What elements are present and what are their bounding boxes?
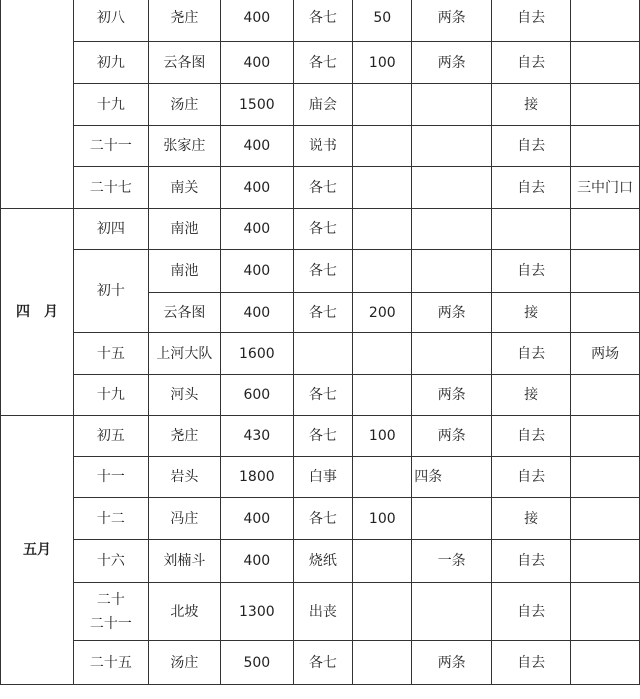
day-cell: 初九 xyxy=(73,42,148,84)
day-cell: 初八 xyxy=(73,0,148,42)
day-cell: 初四 xyxy=(73,209,148,250)
place-cell: 南池 xyxy=(148,250,220,293)
extra-cell xyxy=(353,167,412,209)
extra-cell: 100 xyxy=(353,498,412,540)
day-cell xyxy=(73,583,148,641)
event-cell: 各七 xyxy=(293,0,353,42)
day-cell: 十六 xyxy=(73,540,148,583)
event-cell: 各七 xyxy=(293,375,353,416)
lines-cell: 两条 xyxy=(412,375,492,416)
place-cell: 刘楠斗 xyxy=(148,540,220,583)
transport-cell xyxy=(492,209,571,250)
note-cell xyxy=(571,641,640,685)
day-cell: 十五 xyxy=(73,333,148,375)
extra-cell xyxy=(353,250,412,293)
amount-cell: 1500 xyxy=(221,84,293,126)
amount-cell: 400 xyxy=(221,540,293,583)
place-cell: 云各图 xyxy=(148,293,220,333)
place-cell: 尧庄 xyxy=(148,416,220,457)
event-cell: 各七 xyxy=(293,209,353,250)
transport-cell: 接 xyxy=(492,293,571,333)
transport-cell: 自去 xyxy=(492,540,571,583)
event-cell: 各七 xyxy=(293,293,353,333)
amount-cell: 600 xyxy=(221,375,293,416)
day-cell: 二十一 xyxy=(73,126,148,167)
note-cell xyxy=(571,375,640,416)
day-cell: 十九 xyxy=(73,375,148,416)
extra-cell: 100 xyxy=(353,416,412,457)
event-cell: 各七 xyxy=(293,167,353,209)
table-row xyxy=(1,84,640,126)
extra-cell xyxy=(353,457,412,498)
amount-cell: 500 xyxy=(221,641,293,685)
lines-cell xyxy=(412,126,492,167)
amount-cell: 1800 xyxy=(221,457,293,498)
place-cell: 南池 xyxy=(148,209,220,250)
extra-cell: 200 xyxy=(353,293,412,333)
transport-cell: 自去 xyxy=(492,126,571,167)
amount-cell: 400 xyxy=(221,250,293,293)
table-row xyxy=(1,498,640,540)
note-cell xyxy=(571,209,640,250)
extra-cell xyxy=(353,333,412,375)
note-cell: 三中门口 xyxy=(571,167,640,209)
table-row xyxy=(1,209,640,250)
transport-cell: 自去 xyxy=(492,167,571,209)
lines-cell xyxy=(412,84,492,126)
lines-cell: 两条 xyxy=(412,0,492,42)
amount-cell: 400 xyxy=(221,126,293,167)
table-row xyxy=(1,583,640,641)
amount-cell: 1600 xyxy=(221,333,293,375)
day-cell: 十九 xyxy=(73,84,148,126)
extra-cell xyxy=(353,84,412,126)
table-row xyxy=(1,375,640,416)
month-cell-april: 四 月 xyxy=(1,209,74,416)
event-cell: 出丧 xyxy=(293,583,353,641)
day-cell: 二十七 xyxy=(73,167,148,209)
lines-cell: 四条 xyxy=(412,457,492,498)
note-cell xyxy=(571,498,640,540)
transport-cell: 自去 xyxy=(492,42,571,84)
event-cell: 庙会 xyxy=(293,84,353,126)
lines-cell xyxy=(412,209,492,250)
place-cell: 汤庄 xyxy=(148,84,220,126)
amount-cell: 400 xyxy=(221,0,293,42)
transport-cell: 接 xyxy=(492,498,571,540)
place-cell: 尧庄 xyxy=(148,0,220,42)
transport-cell: 自去 xyxy=(492,416,571,457)
transport-cell: 接 xyxy=(492,84,571,126)
amount-cell: 400 xyxy=(221,209,293,250)
event-cell: 各七 xyxy=(293,641,353,685)
note-cell xyxy=(571,126,640,167)
extra-cell xyxy=(353,540,412,583)
lines-cell xyxy=(412,333,492,375)
day-cell: 二十五 xyxy=(73,641,148,685)
lines-cell xyxy=(412,498,492,540)
place-cell: 南关 xyxy=(148,167,220,209)
day-cell: 初十 xyxy=(73,250,148,333)
transport-cell: 接 xyxy=(492,375,571,416)
day-cell: 十二 xyxy=(73,498,148,540)
lines-cell xyxy=(412,250,492,293)
lines-cell xyxy=(412,167,492,209)
table-row xyxy=(1,42,640,84)
transport-cell: 自去 xyxy=(492,641,571,685)
place-cell: 上河大队 xyxy=(148,333,220,375)
table-row xyxy=(1,457,640,498)
extra-cell xyxy=(353,126,412,167)
place-cell: 河头 xyxy=(148,375,220,416)
transport-cell: 自去 xyxy=(492,457,571,498)
lines-cell: 两条 xyxy=(412,293,492,333)
note-cell: 两场 xyxy=(571,333,640,375)
day-cell: 初五 xyxy=(73,416,148,457)
transport-cell: 自去 xyxy=(492,333,571,375)
transport-cell: 自去 xyxy=(492,0,571,42)
table-row xyxy=(1,641,640,685)
transport-cell: 自去 xyxy=(492,250,571,293)
lines-cell: 两条 xyxy=(412,416,492,457)
table-row xyxy=(1,0,640,42)
note-cell xyxy=(571,293,640,333)
extra-cell xyxy=(353,375,412,416)
table-row xyxy=(1,167,640,209)
day-cell: 十一 xyxy=(73,457,148,498)
event-cell: 各七 xyxy=(293,416,353,457)
note-cell xyxy=(571,42,640,84)
amount-cell: 400 xyxy=(221,167,293,209)
extra-cell: 50 xyxy=(353,0,412,42)
table-row xyxy=(1,333,640,375)
day-line-a: 二十 xyxy=(96,591,125,608)
event-cell: 说书 xyxy=(293,126,353,167)
event-cell: 各七 xyxy=(293,250,353,293)
place-cell: 岩头 xyxy=(148,457,220,498)
place-cell: 汤庄 xyxy=(148,641,220,685)
event-cell xyxy=(293,333,353,375)
extra-cell: 100 xyxy=(353,42,412,84)
note-cell xyxy=(571,84,640,126)
place-cell: 张家庄 xyxy=(148,126,220,167)
extra-cell xyxy=(353,209,412,250)
event-cell: 白事 xyxy=(293,457,353,498)
amount-cell: 400 xyxy=(221,498,293,540)
event-cell: 各七 xyxy=(293,498,353,540)
event-cell: 各七 xyxy=(293,42,353,84)
table-row xyxy=(1,126,640,167)
extra-cell xyxy=(353,583,412,641)
note-cell xyxy=(571,250,640,293)
month-cell-may: 五月 xyxy=(1,416,74,685)
amount-cell: 430 xyxy=(221,416,293,457)
place-cell: 云各图 xyxy=(148,42,220,84)
table-row xyxy=(1,540,640,583)
day-line-b: 二十一 xyxy=(89,615,132,632)
note-cell xyxy=(571,583,640,641)
note-cell xyxy=(571,416,640,457)
extra-cell xyxy=(353,641,412,685)
table-row xyxy=(1,416,640,457)
transport-cell: 自去 xyxy=(492,583,571,641)
amount-cell: 400 xyxy=(221,42,293,84)
month-cell-prev xyxy=(1,0,74,209)
note-cell xyxy=(571,540,640,583)
lines-cell xyxy=(412,583,492,641)
table-row xyxy=(1,250,640,293)
place-cell: 北坡 xyxy=(148,583,220,641)
note-cell xyxy=(571,0,640,42)
amount-cell: 1300 xyxy=(221,583,293,641)
lines-cell: 两条 xyxy=(412,42,492,84)
note-cell xyxy=(571,457,640,498)
place-cell: 冯庄 xyxy=(148,498,220,540)
lines-cell: 两条 xyxy=(412,641,492,685)
amount-cell: 400 xyxy=(221,293,293,333)
event-cell: 烧纸 xyxy=(293,540,353,583)
lines-cell: 一条 xyxy=(412,540,492,583)
